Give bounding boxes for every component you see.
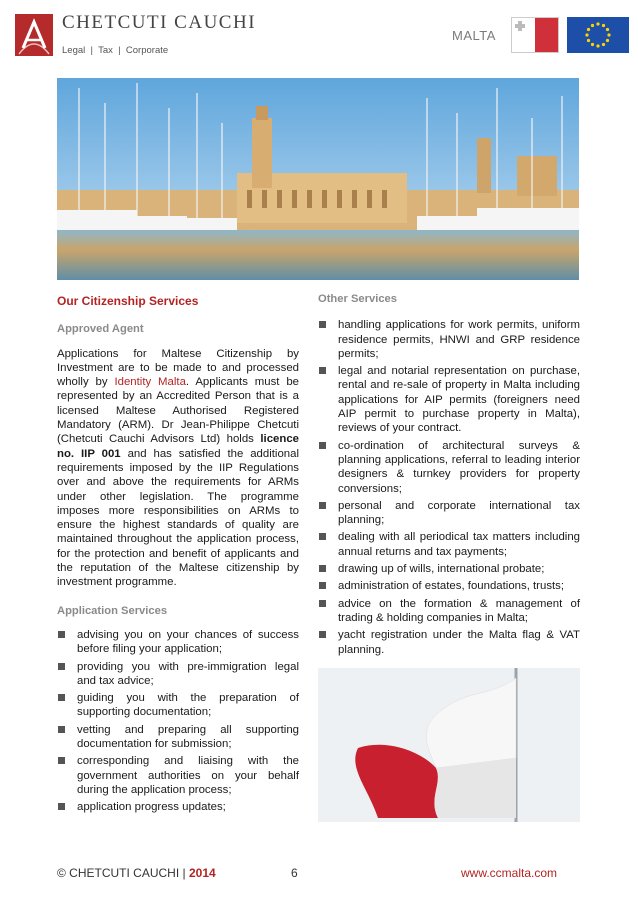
list-item [318,579,580,593]
bullet-square-icon [58,757,65,764]
list-item [318,499,580,528]
list-item [57,723,299,752]
licence-number: licence no. IIP 001 [57,433,299,460]
bullet-square-icon [319,582,326,589]
bullet-square-icon [58,663,65,670]
footer-copyright [57,866,216,880]
approved-agent-paragraph [57,347,299,590]
list-item-text: personal and corporate international tax planning; [338,499,580,527]
bullet-square-icon [319,442,326,449]
bullet-square-icon [319,565,326,572]
bullet-square-icon [319,533,326,540]
list-item [57,660,299,689]
list-item-text: advice on the formation & management of trading & holding companies in Malta; [338,597,580,624]
bullet-square-icon [58,631,65,638]
list-item-text: yacht registration under the Malta flag & VAT planning. [338,629,580,656]
list-item-text: vetting and preparing all supporting documentation for submission; [77,723,299,751]
list-item-text: co-ordination of architectural surveys & planning applications, referral to leading interior designers & turnkey providers for property conversions; [338,439,580,495]
website-link[interactable]: www.ccmalta.com [461,866,558,880]
list-item [57,691,299,720]
bullet-square-icon [319,321,326,328]
list-item-text: providing you with pre-immigration legal and tax advice; [77,660,299,687]
application-services-heading: Application Services [57,604,168,617]
list-item-text: administration of estates, foundations, trusts; [338,580,565,593]
list-item-text: guiding you with the preparation of supporting documentation; [77,692,299,719]
malta-flag-icon [511,17,559,53]
bullet-square-icon [58,726,65,733]
malta-flag-photo [318,668,580,822]
harbour-photo [57,78,579,280]
brand-name: CHETCUTI CAUCHI [62,12,257,33]
right-column [318,292,580,660]
copyright-text: © CHETCUTI CAUCHI | [57,866,189,880]
list-item-text: dealing with all periodical tax matters including annual returns and tax payments; [338,531,580,558]
list-item-text: legal and notarial representation on purchase, rental and re-sale of property in Malta including applications for AIP permits (foreigners need AIP permit to purchase property in Malta), reviews of your contract. [338,365,580,435]
list-item [318,628,580,657]
list-item-text: corresponding and liaising with the government authorities on your behalf during the application process; [77,755,299,796]
brand-tagline: Legal | Tax | Corporate [62,45,169,56]
paragraph-text: . Applicants must be represented by an Accredited Person that is a licensed Maltese Authorised Registered Mandatory (ARM). Dr Jean-Philippe Chetcuti (Chetcuti Cauchi Advisors Ltd) holds [57,376,299,446]
list-item [318,530,580,559]
identity-malta-link[interactable]: Identity Malta [114,376,186,389]
bullet-square-icon [319,367,326,374]
list-item [318,364,580,435]
paragraph-text: and has satisfied the additional requirements imposed by the IIP Regulations over and above the requirements for ARMs under other legislation. The programme imposes more responsibilities on ARMs to ensure the highest standards of quality are maintained throughout the application process, for the protection and benefit of applicants and the reputation of the Maltese citizenship by investment programme. [57,447,299,589]
list-item-text: drawing up of wills, international probate; [338,563,545,576]
left-column [57,294,299,818]
copyright-year: 2014 [188,866,216,880]
bullet-square-icon [319,631,326,638]
bullet-square-icon [319,600,326,607]
other-services-list [318,318,580,657]
list-item [318,562,580,576]
list-item-text: handling applications for work permits, uniform residence permits, HNWI and GRP residence permits; [338,319,580,360]
list-item [57,754,299,797]
list-item [57,800,299,814]
bullet-square-icon [58,803,65,810]
bullet-square-icon [319,502,326,509]
list-item-text: application progress updates; [77,801,226,814]
eu-flag-icon [567,17,629,53]
page-number: 6 [291,866,298,880]
application-services-list [57,628,299,815]
citizenship-services-heading: Our Citizenship Services [57,294,199,308]
paragraph-text: Applications for Maltese Citizenship by Investment are to be made to and processed wholly by [57,347,299,389]
list-item [318,439,580,496]
list-item [318,318,580,361]
country-label: MALTA [452,28,496,43]
bullet-square-icon [58,694,65,701]
list-item [57,628,299,657]
list-item-text: advising you on your chances of success before filing your application; [77,628,299,656]
other-services-heading: Other Services [318,293,397,305]
company-logo-icon [15,14,53,56]
list-item [318,597,580,626]
approved-agent-heading: Approved Agent [57,323,144,336]
